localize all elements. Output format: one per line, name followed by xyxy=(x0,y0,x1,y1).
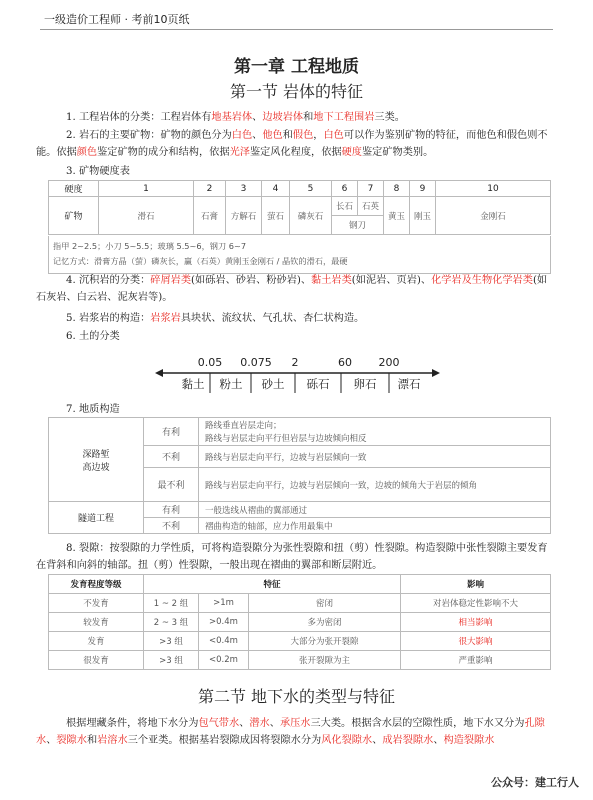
knife-cell: 钢刀 xyxy=(332,216,384,235)
deep-cut-label: 深路堑 xyxy=(82,449,110,460)
footer-watermark: 公众号：建工行人 xyxy=(491,776,579,789)
table-row xyxy=(49,651,551,670)
slope-label xyxy=(49,418,144,502)
paragraph-6: 6. 土的分类 xyxy=(66,331,120,342)
fracture-cell: 较发育 xyxy=(49,613,144,632)
most-unfavorable-label: 最不利 xyxy=(144,468,199,502)
mineral-cell: 滑石 xyxy=(99,197,194,235)
paragraph-4: 4. 沉积岩的分类：碎屑岩类(如砾岩、砂岩、粉砂岩)、黏土岩类(如泥岩、页岩)、化学岩及生物化学岩类(如石灰岩、白云岩、泥灰岩等)。 xyxy=(36,275,548,303)
fracture-header: 特征 xyxy=(144,575,401,594)
hardness-note xyxy=(48,236,551,274)
section-title-1: 第一节 岩体的特征 xyxy=(229,82,364,101)
fracture-cell: 对岩体稳定性影响不大 xyxy=(401,594,551,613)
tick-label: 2 xyxy=(291,356,299,369)
soil-type: 砂土 xyxy=(261,377,285,391)
soil-classification-diagram xyxy=(155,355,440,395)
paragraph-2: 2. 岩石的主要矿物：矿物的颜色分为白色、他色和假色，白色可以作为鉴别矿物的特征，而他色和假色则不能。依据颜色鉴定矿物的成分和结构，依据光泽鉴定风化程度，依据硬度鉴定矿物类别。 xyxy=(36,130,548,158)
level-cell: 2 xyxy=(194,181,226,197)
level-cell: 10 xyxy=(436,181,551,197)
fracture-cell: 很发育 xyxy=(49,651,144,670)
fracture-cell: 很大影响 xyxy=(401,632,551,651)
structure-text: 路线与岩层走向平行，边坡与岩层倾向一致 xyxy=(199,446,551,468)
structure-text: 路线垂直岩层走向； xyxy=(199,418,551,432)
fracture-cell: 密闭 xyxy=(249,594,401,613)
fracture-cell: 不发育 xyxy=(49,594,144,613)
soil-type: 漂石 xyxy=(397,377,421,391)
hardness-table xyxy=(48,180,551,235)
fracture-header: 影响 xyxy=(401,575,551,594)
header-title: 一级造价工程师 · 考前10页纸 xyxy=(44,13,190,26)
fracture-cell: 发育 xyxy=(49,632,144,651)
fracture-cell: 1 ~ 2 组 xyxy=(144,594,199,613)
hardness-note-1: 指甲 2~2.5；小刀 5~5.5；玻璃 5.5~6，钢刀 6~7 xyxy=(53,241,247,251)
mineral-cell: 黄玉 xyxy=(384,197,410,235)
soil-type: 粉土 xyxy=(219,377,243,391)
fracture-cell: >0.4m xyxy=(199,613,249,632)
level-cell: 5 xyxy=(290,181,332,197)
fracture-cell: 相当影响 xyxy=(401,613,551,632)
level-cell: 7 xyxy=(358,181,384,197)
fracture-cell: 多为密闭 xyxy=(249,613,401,632)
level-cell: 1 xyxy=(99,181,194,197)
level-cell: 6 xyxy=(332,181,358,197)
fracture-cell: >3 组 xyxy=(144,651,199,670)
level-cell: 9 xyxy=(410,181,436,197)
paragraph-5: 5. 岩浆岩的构造：岩浆岩具块状、流纹状、气孔状、杏仁状构造。 xyxy=(66,313,365,324)
fracture-cell: 严重影响 xyxy=(401,651,551,670)
soil-type: 砾石 xyxy=(306,377,330,391)
favorable-label: 有利 xyxy=(144,502,199,518)
structure-text: 一般选线从褶曲的翼部通过 xyxy=(199,502,551,518)
tick-label: 60 xyxy=(338,356,352,369)
fracture-cell: 张开裂隙为主 xyxy=(249,651,401,670)
paragraph-1: 1. 工程岩体的分类：工程岩体有地基岩体、边坡岩体和地下工程围岩三类。 xyxy=(66,112,405,123)
hardness-note-2: 记忆方式：滑膏方晶（萤）磷灰长，赢（石英）黄刚玉金刚石 / 晶钦的滑石，最硬 xyxy=(53,256,348,266)
paragraph-3: 3. 矿物硬度表 xyxy=(66,166,130,177)
mineral-cell: 金刚石 xyxy=(436,197,551,235)
soil-type: 黏土 xyxy=(181,377,205,391)
mineral-cell: 长石 xyxy=(332,197,358,216)
unfavorable-label: 不利 xyxy=(144,518,199,534)
tick-label: 200 xyxy=(378,356,400,369)
mineral-cell: 刚玉 xyxy=(410,197,436,235)
table-row xyxy=(49,632,551,651)
fracture-table xyxy=(48,574,551,670)
paragraph-7: 7. 地质构造 xyxy=(66,404,120,415)
paragraph-8: 8. 裂隙：按裂隙的力学性质，可将构造裂隙分为张性裂隙和扭（剪）性裂隙。构造裂隙中张性裂隙主要发育在背斜和向斜的轴部。扭（剪）性裂隙，一般出现在褶曲的翼部和断层附近。 xyxy=(36,543,548,571)
fracture-cell: <0.4m xyxy=(199,632,249,651)
table-row xyxy=(49,613,551,632)
fracture-cell: >1m xyxy=(199,594,249,613)
fracture-cell: >3 组 xyxy=(144,632,199,651)
mineral-cell: 方解石 xyxy=(226,197,262,235)
tick-label: 0.05 xyxy=(197,356,223,369)
mineral-cell: 石膏 xyxy=(194,197,226,235)
tunnel-label: 隧道工程 xyxy=(49,502,144,534)
fracture-cell: 大部分为张开裂隙 xyxy=(249,632,401,651)
chapter-title: 第一章 工程地质 xyxy=(234,57,359,77)
mineral-cell: 石英 xyxy=(358,197,384,216)
hardness-label: 硬度 xyxy=(49,181,99,197)
level-cell: 4 xyxy=(262,181,290,197)
structure-text: 路线与岩层走向平行但岩层与边坡倾向相反 xyxy=(199,432,551,446)
level-cell: 8 xyxy=(384,181,410,197)
geological-structure-table xyxy=(48,417,551,534)
favorable-label: 有利 xyxy=(144,418,199,446)
header-divider xyxy=(40,29,553,30)
structure-text: 褶曲构造的轴部，应力作用最集中 xyxy=(199,518,551,534)
fracture-cell: 2 ~ 3 组 xyxy=(144,613,199,632)
level-cell: 3 xyxy=(226,181,262,197)
fracture-header: 发育程度等级 xyxy=(49,575,144,594)
tick-label: 0.075 xyxy=(240,356,272,369)
fracture-cell: <0.2m xyxy=(199,651,249,670)
structure-text: 路线与岩层走向平行，边坡与岩层倾向一致，边坡的倾角大于岩层的倾角 xyxy=(199,468,551,502)
paragraph-9: 根据埋藏条件，将地下水分为包气带水、潜水、承压水三大类。根据含水层的空隙性质，地下水又分为孔隙水、裂隙水和岩溶水三个亚类。根据基岩裂隙成因将裂隙水分为风化裂隙水、成岩裂隙水、构造裂隙水 xyxy=(36,718,545,746)
mineral-cell: 萤石 xyxy=(262,197,290,235)
mineral-cell: 磷灰石 xyxy=(290,197,332,235)
high-slope-label: 高边坡 xyxy=(82,462,110,473)
soil-type: 卵石 xyxy=(353,377,377,391)
right-arrow-icon xyxy=(432,369,440,377)
table-row xyxy=(49,594,551,613)
mineral-label: 矿物 xyxy=(49,197,99,235)
section-title-2: 第二节 地下水的类型与特征 xyxy=(197,687,396,706)
left-arrow-icon xyxy=(155,369,163,377)
unfavorable-label: 不利 xyxy=(144,446,199,468)
